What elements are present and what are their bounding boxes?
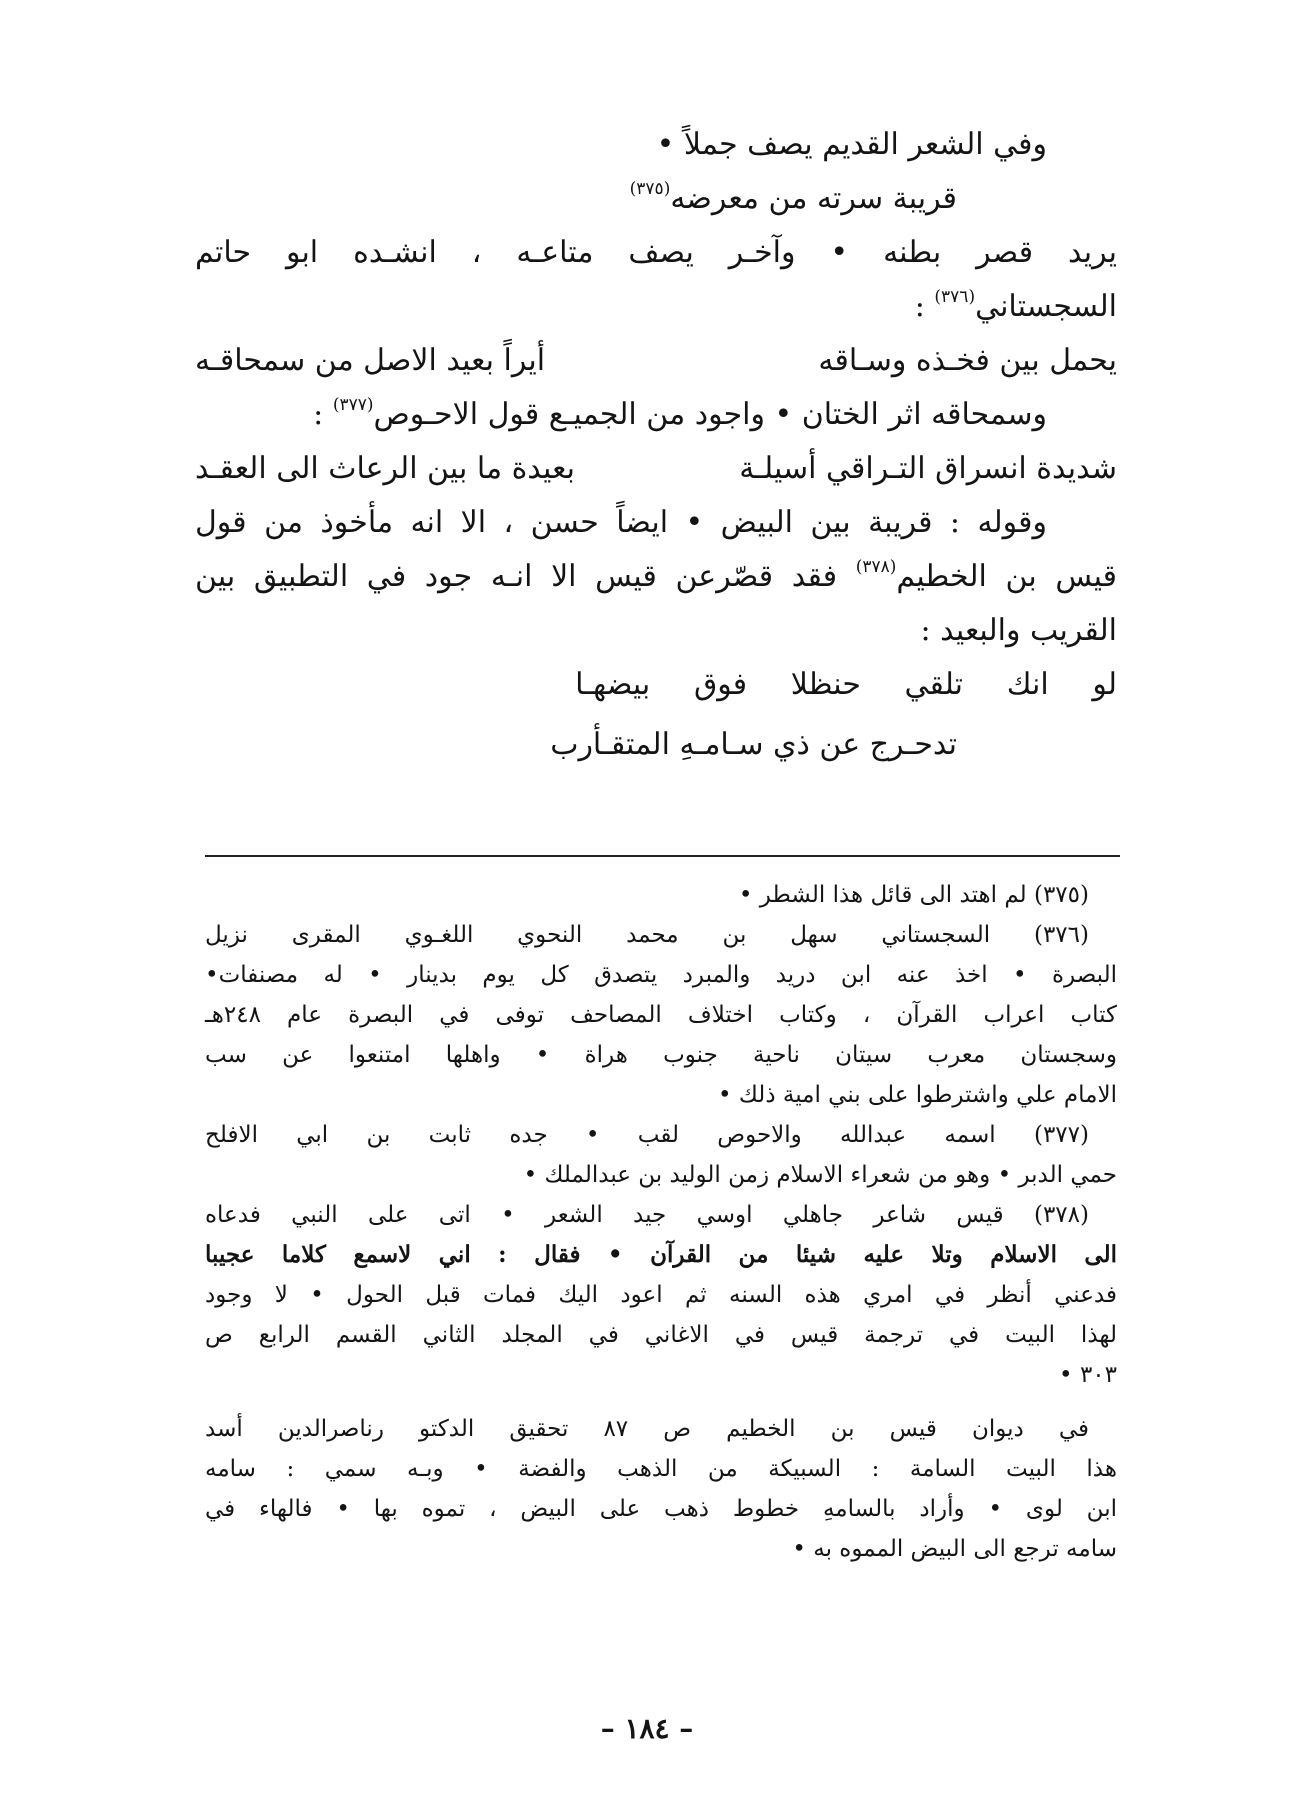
footnote-line: لهذا البيت في ترجمة قيس في الاغاني في المجلد الثاني القسم الرابع ص (205, 1322, 1117, 1348)
footnote-line: الامام علي واشترطوا على بني امية ذلك • (718, 1082, 1117, 1108)
footnote-line: البصرة • اخذ عنه ابن دريد والمبرد يتصدق كل يوم بدينار • له مصنفات• (205, 962, 1117, 988)
text-span: : (914, 289, 925, 324)
text-span: وقوله : قريبة بين البيض • ايضاً حسن ، الا انه مأخوذ من قول (195, 505, 1047, 540)
text-span: القريب والبعيد : (920, 613, 1117, 648)
verse-line (195, 718, 1117, 772)
page-number: – ١٨٤ – (600, 1712, 694, 1745)
text-span: : (313, 397, 324, 432)
footnote-line: في ديوان قيس بن الخطيم ص ٨٧ تحقيق الدكتو رناصرالدين أسد (205, 1416, 1090, 1442)
hemistich-left: بعيدة ما بين الرعاث الى العقـد (195, 451, 575, 486)
footnote-line: (٣٧٨) قيس شاعر جاهلي اوسي جيد الشعر • اتى على النبي فدعاه (205, 1202, 1089, 1228)
footnote-line: سامه ترجع الى البيض المموه به • (792, 1536, 1117, 1562)
text-span: فقد قصّرعن قيس الا انـه جود في التطبيق بين (195, 559, 838, 594)
footnote-ref: (٣٧٥) (629, 179, 671, 199)
hemistich-right: شديدة انسراق التـراقي أسيلـة (739, 451, 1117, 486)
verse-line (195, 658, 1117, 712)
text-line (195, 388, 1117, 442)
text-line (195, 118, 1117, 172)
verse-line (195, 334, 1117, 388)
text-span: وسمحاقه اثر الختان • واجود من الجميـع قول الاحـوص (373, 397, 1047, 432)
footnote-line: ابن لوى • وأراد بالسامهِ خطوط ذهب على البيض ، تموه بها • فالهاء في (205, 1496, 1117, 1522)
footnote-ref: (٣٧٨) (855, 557, 897, 577)
footnote-line: وسجستان معرب سيتان ناحية جنوب هراة • واهلها امتنعوا عن سب (205, 1042, 1117, 1068)
footnote-ref: (٣٧٧) (332, 395, 374, 415)
verse-line (195, 442, 1117, 496)
text-span: وفي الشعر القديم يصف جملاً • (656, 127, 1047, 162)
footnote-line: فدعني أنظر في امري هذه السنه ثم اعود اليك فمات قبل الحول • لا وجود (205, 1282, 1117, 1308)
text-line (195, 226, 1117, 280)
verse-word: لو (1092, 667, 1117, 702)
footnote-line: (٣٧٥) لم اهتد الى قائل هذا الشطر • (738, 882, 1089, 908)
footnote-line: (٣٧٦) السجستاني سهل بن محمد النحوي اللغـوي المقرى نزيل (205, 922, 1089, 948)
verse-word: حنظلا (790, 667, 861, 702)
main-text (195, 118, 1117, 772)
footnote-line: حمي الدبر • وهو من شعراء الاسلام زمن الوليد بن عبدالملك • (523, 1162, 1117, 1188)
verse-word: بيضهـا (575, 667, 651, 702)
footnote-line: (٣٧٧) اسمه عبدالله والاحوص لقب • جده ثابت بن ابي الافلح (205, 1122, 1089, 1148)
text-line (195, 550, 1117, 604)
hemistich-left: أيراً بعيد الاصل من سمحاقـه (195, 343, 546, 378)
text-line (195, 280, 1117, 334)
verse-line (195, 172, 1117, 226)
text-span: تدحـرج عن ذي سـامـهِ المتقـأرب (550, 727, 957, 762)
text-span: السجستاني (975, 289, 1117, 324)
text-line (195, 604, 1117, 658)
footnote-separator (205, 855, 1120, 857)
footnote-line: ٣٠٣ • (1059, 1362, 1117, 1388)
text-span: قريبة سرته من معرضه (670, 181, 957, 216)
spacer (205, 1395, 1117, 1409)
verse-word: فوق (693, 667, 748, 702)
text-span: يريد قصر بطنه • وآخـر يصف متاعـه ، انشـده ابو حاتم (195, 235, 1117, 270)
footnote-line: هذا البيت السامة : السبيكة من الذهب والفضة • وبـه سمي : سامه (205, 1456, 1117, 1482)
text-line (195, 496, 1117, 550)
verse-word: انك (1006, 667, 1049, 702)
footnote-line: كتاب اعراب القرآن ، وكتاب اختلاف المصاحف توفى في البصرة عام ٢٤٨هـ (205, 1002, 1117, 1028)
footnotes (205, 875, 1117, 1569)
verse-word: تلقي (904, 667, 964, 702)
hemistich-right: يحمل بين فخـذه وسـاقه (818, 343, 1117, 378)
text-span: قيس بن الخطيم (896, 559, 1117, 594)
footnote-line: الى الاسلام وتلا عليه شيئا من القرآن • فقال : اني لاسمع كلاما عجيبا (205, 1241, 1117, 1268)
footnote-ref: (٣٧٦) (934, 287, 976, 307)
